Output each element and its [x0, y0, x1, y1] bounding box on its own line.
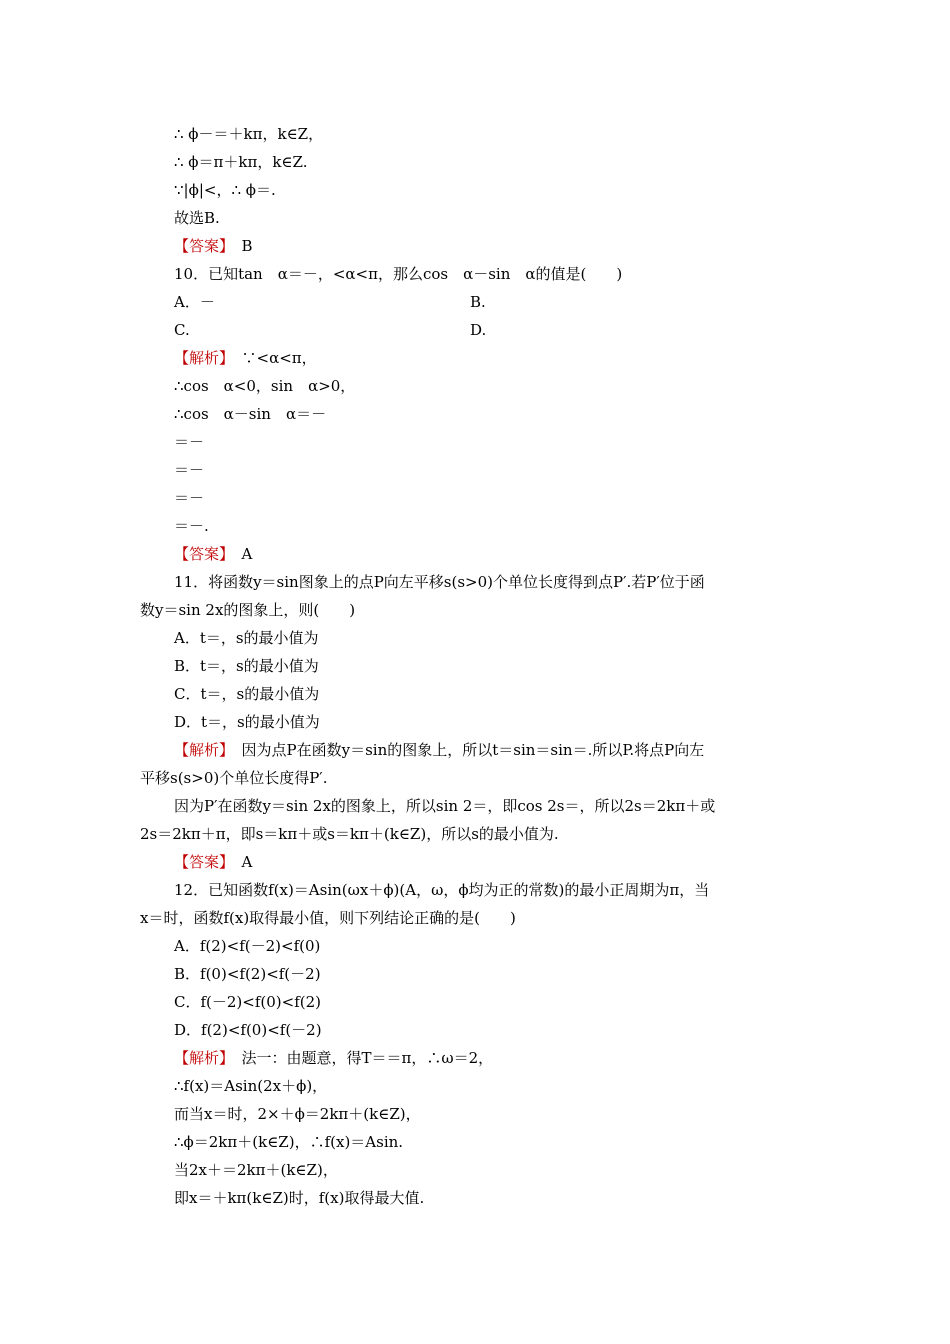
- option-a: A．t＝，s的最小值为: [174, 629, 319, 647]
- text-line: 而当x＝时，2×＋ϕ＝2kπ＋(k∈Z)，: [174, 1105, 421, 1123]
- option-c: C．f(－2)<f(0)<f(2): [174, 993, 322, 1011]
- text-line: ∴ ϕ－＝＋kπ，k∈Z，: [174, 125, 324, 143]
- analysis-line: 【解析】 ∵<α<π，: [174, 349, 317, 367]
- text-line: ∴ ϕ＝π＋kπ，k∈Z.: [174, 153, 308, 171]
- answer-line: 【答案】 B: [174, 237, 253, 255]
- option-a: A．f(2)<f(－2)<f(0): [174, 937, 321, 955]
- text-line: ＝－: [174, 433, 205, 451]
- analysis-tag: 【解析】: [174, 1049, 227, 1067]
- question-11-stem: 11．将函数y＝sin图象上的点P向左平移s(s>0)个单位长度得到点P′.若P′位于函: [174, 573, 705, 591]
- answer-tag: 【答案】: [174, 237, 227, 255]
- text-line: 因为P′在函数y＝sin 2x的图象上，所以sin 2＝，即cos 2s＝，所以2s＝2kπ＋或: [174, 797, 716, 815]
- answer-tag: 【答案】: [174, 853, 227, 871]
- question-11-stem-cont: 数y＝sin 2x的图象上，则( ): [140, 601, 356, 619]
- option-b: B．t＝，s的最小值为: [174, 657, 319, 675]
- question-12-stem: 12．已知函数f(x)＝Asin(ωx＋ϕ)(A，ω，ϕ均为正的常数)的最小正周期为π，当: [174, 881, 710, 899]
- text-line: ∵|ϕ|<，∴ ϕ＝.: [174, 181, 276, 199]
- analysis-tag: 【解析】: [174, 349, 227, 367]
- text-line: ＝－: [174, 461, 205, 479]
- analysis-line: 【解析】 因为点P在函数y＝sin的图象上，所以t＝sin＝sin＝.所以P.将点P向左: [174, 741, 705, 759]
- text-line: ∴ϕ＝2kπ＋(k∈Z)，∴f(x)＝Asin.: [174, 1133, 404, 1151]
- text-line: 平移s(s>0)个单位长度得P′.: [140, 769, 328, 787]
- option-c: C．t＝，s的最小值为: [174, 685, 320, 703]
- text-line: 当2x＋＝2kπ＋(k∈Z)，: [174, 1161, 338, 1179]
- text-line: ∴cos α－sin α＝－: [174, 405, 327, 423]
- option-d: D．t＝，s的最小值为: [174, 713, 320, 731]
- text-line: 2s＝2kπ＋π，即s＝kπ＋或s＝kπ＋(k∈Z)，所以s的最小值为.: [140, 825, 559, 843]
- answer-line: 【答案】 A: [174, 545, 253, 563]
- answer-line: 【答案】 A: [174, 853, 253, 871]
- option-c: C.: [174, 321, 190, 339]
- option-d: D.: [470, 321, 487, 339]
- text-line: 即x＝＋kπ(k∈Z)时，f(x)取得最大值.: [174, 1189, 425, 1207]
- analysis-tag: 【解析】: [174, 741, 227, 759]
- question-10-stem: 10．已知tan α＝－，<α<π，那么cos α－sin α的值是( ): [174, 265, 623, 283]
- text-line: ＝－.: [174, 517, 209, 535]
- answer-tag: 【答案】: [174, 545, 227, 563]
- text-line: ∴f(x)＝Asin(2x＋ϕ)，: [174, 1077, 328, 1095]
- option-b: B.: [470, 293, 486, 311]
- analysis-line: 【解析】 法一：由题意，得T＝＝π，∴ω＝2，: [174, 1049, 494, 1067]
- text-line: ∴cos α<0，sin α>0，: [174, 377, 356, 395]
- option-a: A．－: [174, 293, 215, 311]
- option-d: D．f(2)<f(0)<f(－2): [174, 1021, 322, 1039]
- question-12-stem-cont: x＝时，函数f(x)取得最小值，则下列结论正确的是( ): [140, 909, 516, 927]
- option-b: B．f(0)<f(2)<f(－2): [174, 965, 321, 983]
- text-line: 故选B.: [174, 209, 220, 227]
- text-line: ＝－: [174, 489, 205, 507]
